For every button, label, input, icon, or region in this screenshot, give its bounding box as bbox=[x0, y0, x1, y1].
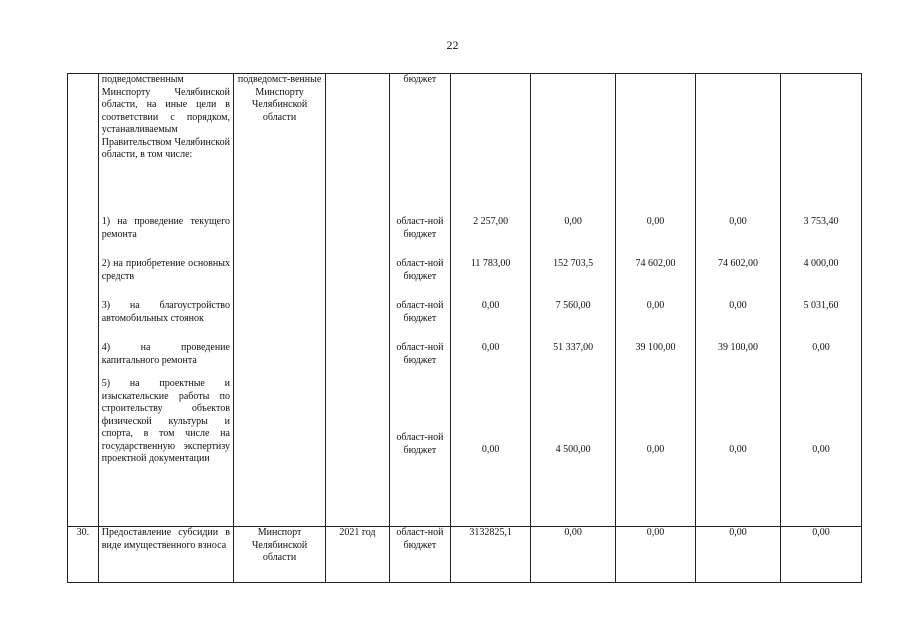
item-name: подведомственным Минспорту Челябинской области, на иные цели в соответствии с порядком, устанавливаемым Правительством Челябинской области, в том числе: bbox=[101, 74, 230, 160]
value: 0,00 bbox=[481, 444, 500, 455]
source-label: област-ной бюджет bbox=[396, 258, 444, 282]
value: 0,00 bbox=[481, 342, 500, 353]
item-name-cell bbox=[98, 74, 233, 527]
term-cell: 2021 год bbox=[326, 527, 390, 583]
value-column-5 bbox=[781, 74, 862, 527]
value: 0,00 bbox=[729, 300, 747, 311]
value: 74 602,00 bbox=[635, 258, 676, 269]
value-column-1 bbox=[451, 74, 531, 527]
value: 11 783,00 bbox=[470, 258, 511, 269]
source-label: област-ной бюджет bbox=[396, 342, 444, 366]
page-number: 22 bbox=[446, 38, 459, 52]
value: 0,00 bbox=[812, 444, 830, 455]
value: 0,00 bbox=[812, 342, 830, 353]
source-label: бюджет bbox=[403, 74, 437, 85]
value-cell: 0,00 bbox=[616, 527, 696, 583]
value: 2 257,00 bbox=[473, 216, 509, 227]
source-label: област-ной бюджет bbox=[396, 432, 444, 456]
value: 7 560,00 bbox=[555, 300, 591, 311]
value: 0,00 bbox=[646, 300, 665, 311]
row-number-cell bbox=[68, 74, 99, 527]
value: 0,00 bbox=[481, 300, 500, 311]
table-row bbox=[68, 527, 862, 583]
executor-cell: подведомст-венные Минспорту Челябинской области bbox=[233, 74, 325, 527]
budget-table bbox=[67, 73, 862, 583]
value: 0,00 bbox=[729, 444, 747, 455]
source-label: област-ной бюджет bbox=[396, 216, 444, 240]
value: 39 100,00 bbox=[635, 342, 676, 353]
sub-item-name: 4) на проведение капитального ремонта bbox=[101, 342, 230, 366]
value-cell: 0,00 bbox=[781, 527, 862, 583]
source-cell: област-ной бюджет bbox=[389, 527, 450, 583]
value: 152 703,5 bbox=[553, 258, 594, 269]
value: 0,00 bbox=[564, 216, 582, 227]
value: 74 602,00 bbox=[718, 258, 759, 269]
executor-cell: Минспорт Челябинской области bbox=[233, 527, 325, 583]
table-row bbox=[68, 74, 862, 527]
value-column-3 bbox=[616, 74, 696, 527]
value: 51 337,00 bbox=[553, 342, 594, 353]
row-number-cell: 30. bbox=[68, 527, 99, 583]
source-cell bbox=[389, 74, 450, 527]
sub-item-name: 1) на проведение текущего ремонта bbox=[101, 216, 230, 240]
value-cell: 0,00 bbox=[531, 527, 616, 583]
sub-item-name: 2) на приобретение основных средств bbox=[101, 258, 230, 282]
value: 4 000,00 bbox=[803, 258, 839, 269]
value-cell: 0,00 bbox=[696, 527, 781, 583]
sub-item-name: 3) на благоустройство автомобильных стоянок bbox=[101, 300, 230, 324]
value: 4 500,00 bbox=[555, 444, 591, 455]
source-label: област-ной бюджет bbox=[396, 300, 444, 324]
item-name-cell: Предоставление субсидии в виде имущественного взноса bbox=[98, 527, 233, 583]
value: 3 753,40 bbox=[803, 216, 839, 227]
value: 0,00 bbox=[646, 216, 665, 227]
value-column-4 bbox=[696, 74, 781, 527]
value-cell: 3132825,1 bbox=[451, 527, 531, 583]
value-column-2 bbox=[531, 74, 616, 527]
value: 39 100,00 bbox=[718, 342, 759, 353]
sub-item-name: 5) на проектные и изыскательские работы по строительству объектов физической культуры и спорта, в том числе на государственную экспертизу проектной документации bbox=[101, 378, 230, 464]
value: 5 031,60 bbox=[803, 300, 839, 311]
value: 0,00 bbox=[729, 216, 747, 227]
term-cell bbox=[326, 74, 390, 527]
value: 0,00 bbox=[646, 444, 665, 455]
